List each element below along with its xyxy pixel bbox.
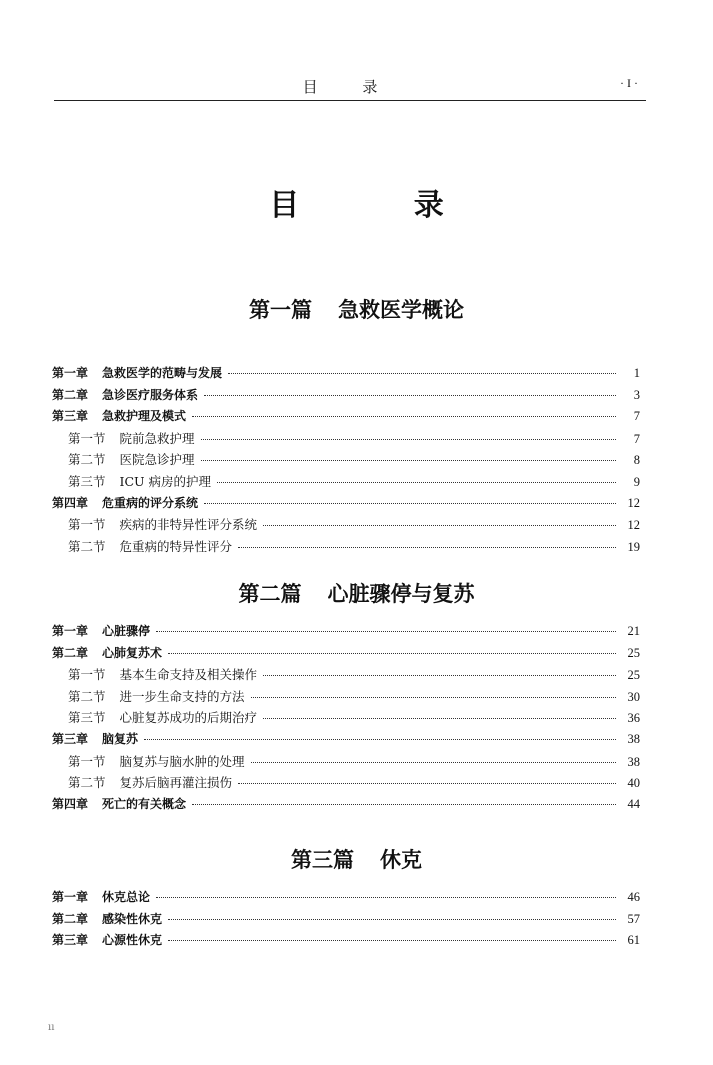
part-label: 第一篇 <box>249 297 312 322</box>
entry-page-number: 8 <box>633 453 640 468</box>
toc-chapter-entry[interactable] <box>52 931 640 953</box>
entry-page-number: 7 <box>633 431 640 446</box>
dot-leader <box>204 395 616 396</box>
part-name: 休克 <box>380 847 422 872</box>
entry-title: 复苏后脑再灌注损伤 <box>119 775 233 791</box>
entry-page-number: 25 <box>627 668 640 683</box>
entry-number: 第一章 <box>52 624 89 638</box>
dot-leader <box>168 919 616 920</box>
entry-title: ICU 病房的护理 <box>119 473 212 489</box>
dot-leader <box>238 783 616 784</box>
running-head <box>54 74 646 101</box>
entry-number: 第一节 <box>68 753 106 769</box>
toc-section-entry[interactable] <box>52 429 640 451</box>
entry-title: 心源性休克 <box>102 933 163 948</box>
dot-leader <box>156 631 616 632</box>
toc-section-entry[interactable] <box>52 472 640 494</box>
entry-title: 院前急救护理 <box>119 430 195 446</box>
entry-page-number: 7 <box>633 409 640 424</box>
dot-leader <box>192 804 616 805</box>
toc-chapter-entry[interactable] <box>52 795 640 817</box>
page-title: 目 录 <box>269 188 496 223</box>
toc-section-entry[interactable] <box>52 687 640 709</box>
entry-title: 基本生命支持及相关操作 <box>119 667 258 683</box>
dot-leader <box>204 503 616 504</box>
entry-page-number: 36 <box>627 711 640 726</box>
toc-list-part-3 <box>52 888 640 953</box>
entry-title: 危重病的评分系统 <box>102 495 199 510</box>
dot-leader <box>201 460 616 461</box>
toc-section-entry[interactable] <box>52 708 640 730</box>
entry-page-number: 61 <box>627 933 640 948</box>
entry-page-number: 30 <box>627 689 640 704</box>
scan-mark: ıı <box>48 1022 55 1033</box>
entry-number: 第二节 <box>68 452 106 468</box>
entry-title: 急救护理及模式 <box>102 409 187 424</box>
entry-number: 第二节 <box>68 775 106 791</box>
entry-number: 第二章 <box>52 645 89 660</box>
entry-number: 第二章 <box>52 387 89 402</box>
toc-list-part-1 <box>52 364 640 558</box>
toc-list-part-2 <box>52 622 640 816</box>
running-head-title: 目 录 <box>302 78 398 96</box>
entry-page-number: 57 <box>627 911 640 926</box>
entry-page-number: 38 <box>627 731 640 746</box>
part-heading-1 <box>0 294 713 324</box>
toc-chapter-entry[interactable] <box>52 910 640 932</box>
dot-leader <box>238 547 616 548</box>
entry-title: 脑复苏与脑水肿的处理 <box>119 753 245 769</box>
dot-leader <box>263 675 616 676</box>
entry-title: 脑复苏 <box>102 731 139 746</box>
entry-page-number: 25 <box>627 645 640 660</box>
entry-number: 第一章 <box>52 890 89 904</box>
toc-chapter-entry[interactable] <box>52 730 640 752</box>
entry-number: 第四章 <box>52 796 89 811</box>
part-label: 第三篇 <box>291 847 354 872</box>
entry-number: 第三章 <box>52 731 89 746</box>
part-label: 第二篇 <box>238 581 302 606</box>
toc-chapter-entry[interactable] <box>52 644 640 666</box>
dot-leader <box>156 897 616 898</box>
entry-number: 第二节 <box>68 688 106 704</box>
entry-title: 疾病的非特异性评分系统 <box>119 517 258 533</box>
entry-page-number: 9 <box>633 474 640 489</box>
entry-number: 第三节 <box>68 473 106 489</box>
entry-number: 第二章 <box>52 911 89 926</box>
entry-title: 急诊医疗服务体系 <box>102 387 199 402</box>
dot-leader <box>192 416 616 417</box>
entry-number: 第二节 <box>68 538 106 554</box>
part-heading-2 <box>0 578 713 608</box>
toc-section-entry[interactable] <box>52 537 640 559</box>
entry-number: 第一节 <box>68 667 106 683</box>
dot-leader <box>263 718 616 719</box>
entry-page-number: 46 <box>627 890 640 904</box>
toc-chapter-entry[interactable] <box>52 622 640 644</box>
dot-leader <box>144 739 616 740</box>
entry-title: 死亡的有关概念 <box>102 796 187 811</box>
entry-page-number: 38 <box>627 754 640 769</box>
entry-page-number: 12 <box>627 495 640 510</box>
dot-leader <box>217 482 616 483</box>
entry-title: 急救医学的范畴与发展 <box>102 366 223 380</box>
dot-leader <box>228 373 616 374</box>
entry-title: 危重病的特异性评分 <box>119 538 233 554</box>
entry-number: 第一节 <box>68 517 106 533</box>
entry-number: 第一章 <box>52 366 89 380</box>
entry-number: 第三章 <box>52 409 89 424</box>
running-head-page-number: · I · <box>620 76 638 90</box>
part-name: 急救医学概论 <box>338 297 464 322</box>
toc-chapter-entry[interactable] <box>52 494 640 516</box>
entry-title: 休克总论 <box>102 890 151 904</box>
entry-title: 心脏复苏成功的后期治疗 <box>119 710 258 726</box>
dot-leader <box>168 940 616 941</box>
entry-page-number: 40 <box>627 776 640 791</box>
entry-page-number: 12 <box>627 518 640 533</box>
toc-section-entry[interactable] <box>52 665 640 687</box>
entry-number: 第四章 <box>52 495 89 510</box>
entry-number: 第三章 <box>52 933 89 948</box>
toc-chapter-entry[interactable] <box>52 888 640 910</box>
part-heading-3 <box>0 844 713 874</box>
dot-leader <box>251 762 616 763</box>
entry-page-number: 21 <box>627 624 640 638</box>
entry-number: 第三节 <box>68 710 106 726</box>
toc-section-entry[interactable] <box>52 752 640 774</box>
entry-title: 医院急诊护理 <box>119 452 195 468</box>
toc-chapter-entry[interactable] <box>52 386 640 408</box>
toc-chapter-entry[interactable] <box>52 364 640 386</box>
toc-section-entry[interactable] <box>52 773 640 795</box>
part-name: 心脏骤停与复苏 <box>327 581 475 606</box>
toc-section-entry[interactable] <box>52 450 640 472</box>
entry-page-number: 1 <box>633 366 640 380</box>
dot-leader <box>168 653 616 654</box>
entry-page-number: 3 <box>633 387 640 402</box>
toc-chapter-entry[interactable] <box>52 407 640 429</box>
entry-page-number: 19 <box>627 539 640 554</box>
toc-section-entry[interactable] <box>52 515 640 537</box>
dot-leader <box>263 525 616 526</box>
entry-title: 进一步生命支持的方法 <box>119 688 245 704</box>
entry-number: 第一节 <box>68 430 106 446</box>
entry-title: 感染性休克 <box>102 911 163 926</box>
dot-leader <box>201 439 616 440</box>
entry-title: 心肺复苏术 <box>102 645 163 660</box>
entry-title: 心脏骤停 <box>102 624 151 638</box>
entry-page-number: 44 <box>627 796 640 811</box>
dot-leader <box>251 697 616 698</box>
